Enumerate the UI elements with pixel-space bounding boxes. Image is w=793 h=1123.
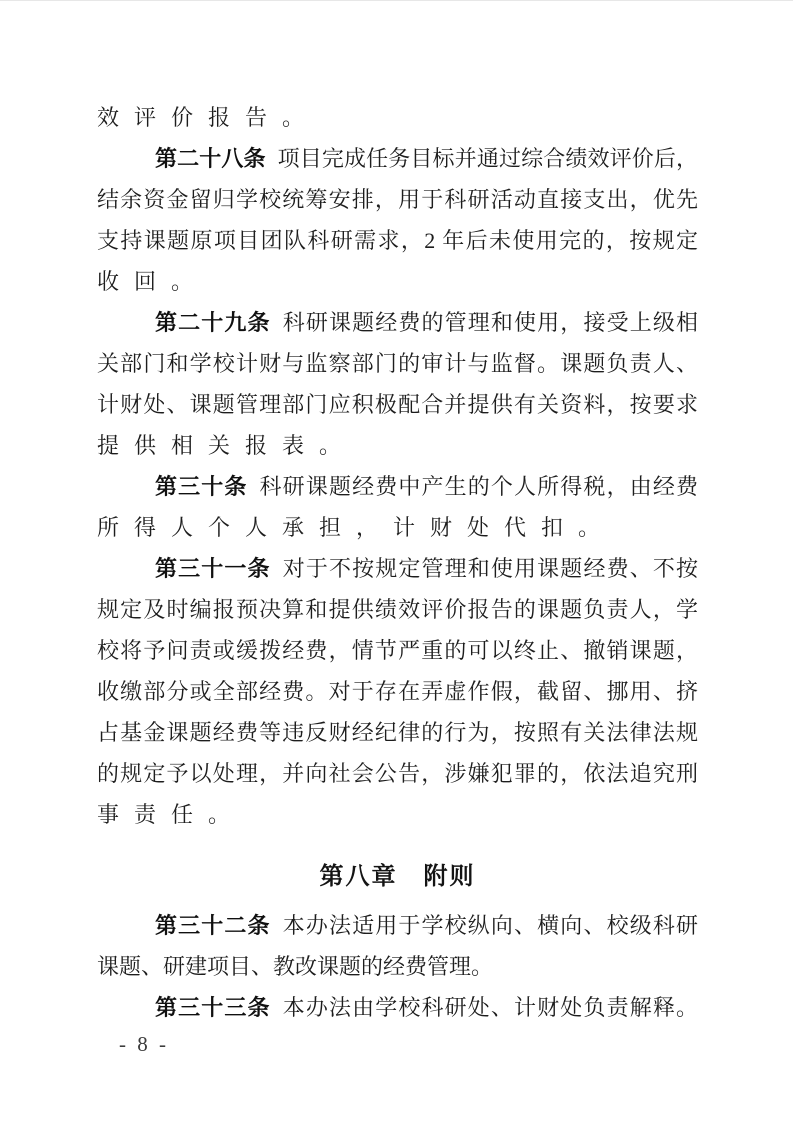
text-line (97, 425, 698, 466)
line-text: 的规定予以处理，并向社会公告，涉嫌犯罪的，依法追究刑 (97, 761, 698, 786)
line-text: 占基金课题经费等违反财经纪律的行为，按照有关法律法规 (97, 720, 698, 745)
text-line (97, 220, 698, 261)
text-line (97, 630, 698, 671)
line-text: 收缴部分或全部经费。对于存在弄虚作假，截留、挪用、挤 (97, 679, 698, 704)
text-line (97, 712, 698, 753)
text-line (97, 671, 698, 712)
text-line (97, 507, 698, 548)
text-line (97, 302, 698, 343)
line-text: 事责任。 (97, 802, 246, 827)
text-line (97, 987, 698, 1028)
article-number-label: 第二十九条 (155, 310, 271, 335)
chapter-heading-text: 第八章 附则 (319, 863, 476, 890)
article-number-label: 第三十一条 (155, 556, 271, 581)
line-text: 对于不按规定管理和使用课题经费、不按 (282, 556, 698, 581)
article-number-label: 第三十条 (155, 474, 248, 499)
line-text: 科研课题经费中产生的个人所得税，由经费 (259, 474, 698, 499)
article-number-label: 第三十三条 (155, 995, 271, 1020)
text-line (97, 261, 698, 302)
line-text: 所得人个人承担，计财处代扣。 (97, 515, 616, 540)
document-body (97, 97, 698, 1028)
text-line (97, 905, 698, 946)
text-line (97, 138, 698, 179)
line-text: 规定及时编报预决算和提供绩效评价报告的课题负责人，学 (97, 597, 698, 622)
text-line (97, 97, 698, 138)
text-line (97, 343, 698, 384)
text-line (97, 384, 698, 425)
line-text: 结余资金留归学校统筹安排，用于科研活动直接支出，优先 (97, 187, 698, 212)
article-number-label: 第三十二条 (155, 913, 271, 938)
text-line (97, 179, 698, 220)
line-text: 效评价报告。 (97, 105, 320, 130)
text-line (97, 753, 698, 794)
text-line (97, 548, 698, 589)
line-text: 校将予问责或缓拨经费，情节严重的可以终止、撤销课题， (97, 638, 698, 663)
line-text: 收回。 (97, 269, 209, 294)
chapter-heading (97, 856, 698, 897)
line-text: 计财处、课题管理部门应积极配合并提供有关资料，按要求 (97, 392, 698, 417)
line-text: 本办法由学校科研处、计财处负责解释。 (282, 995, 698, 1020)
line-text: 支持课题原项目团队科研需求，2 年后未使用完的，按规定 (97, 228, 698, 253)
line-text: 提供相关报表。 (97, 433, 357, 458)
line-text: 科研课题经费的管理和使用，接受上级相 (282, 310, 698, 335)
line-text: 课题、研建项目、教改课题的经费管理。 (97, 954, 494, 979)
text-line (97, 946, 698, 987)
line-text: 本办法适用于学校纵向、横向、校级科研 (282, 913, 698, 938)
line-text: 关部门和学校计财与监察部门的审计与监督。课题负责人、 (97, 351, 698, 376)
text-line (97, 589, 698, 630)
text-line (97, 794, 698, 835)
article-number-label: 第二十八条 (155, 146, 266, 171)
text-line (97, 466, 698, 507)
page-number: - 8 - (119, 1032, 169, 1056)
line-text: 项目完成任务目标并通过综合绩效评价后， (277, 146, 698, 171)
